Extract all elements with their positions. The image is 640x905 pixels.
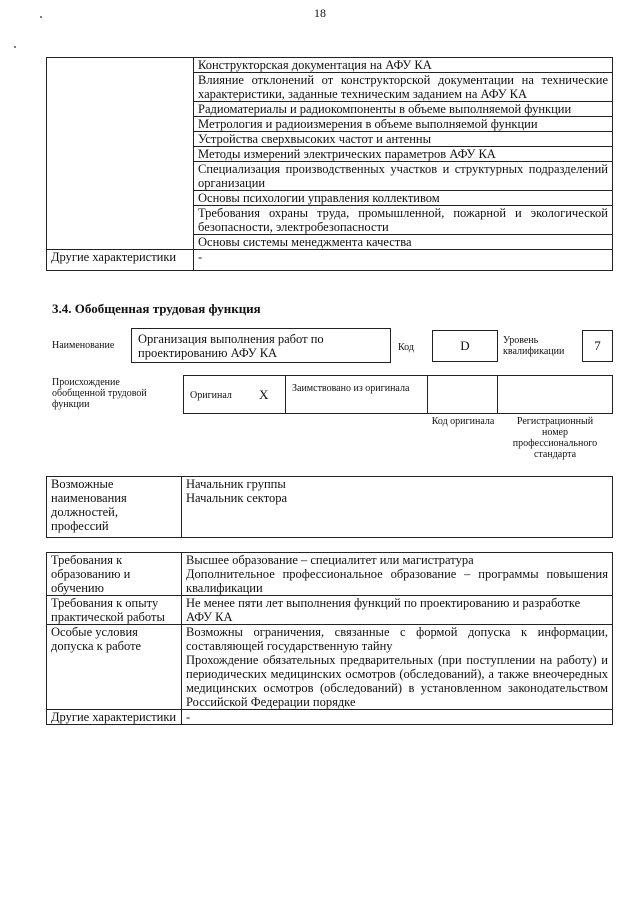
knowledge-row: Устройства сверхвысоких частот и антенны: [194, 132, 613, 147]
knowledge-row: Основы психологии управления коллективом: [194, 191, 613, 206]
knowledge-row: Метрология и радиоизмерения в объеме выполняемой функции: [194, 117, 613, 132]
req-line: Не менее пяти лет выполнения функций по проектированию и разработке АФУ КА: [186, 596, 581, 624]
other-characteristics-value: -: [194, 250, 613, 271]
level-value-box: 7: [582, 330, 613, 362]
positions-label: Возможные наименования должностей, профессий: [47, 477, 182, 538]
other-characteristics-label: Другие характеристики: [47, 250, 194, 271]
origin-divider: [285, 375, 286, 414]
position-item: Начальник сектора: [186, 491, 288, 505]
position-item: Начальник группы: [186, 477, 286, 491]
positions-table: [46, 476, 613, 538]
function-name-box: Организация выполнения работ по проектированию АФУ КА: [131, 328, 391, 363]
req-value-education: [182, 553, 613, 596]
req-value-other: [182, 710, 613, 725]
req-line: Прохождение обязательных предварительных (при поступлении на работу) и периодических медицинских осмотров (обследований), а также внеочередных медицинских осмотров (обследований) в установленном законодательством Российской Федерации порядке: [186, 653, 608, 709]
origin-divider: [497, 375, 498, 414]
req-value-experience: [182, 596, 613, 625]
req-label-admission: Особые условия допуска к работе: [47, 625, 182, 710]
original-label: Оригинал: [190, 390, 232, 401]
knowledge-row: Методы измерений электрических параметров АФУ КА: [194, 147, 613, 162]
knowledge-row: Специализация производственных участков и структурных подразделений организации: [194, 162, 613, 191]
knowledge-row: Влияние отклонений от конструкторской документации на технические характеристики, заданные техническим заданием на АФУ КА: [194, 73, 613, 102]
knowledge-table: [46, 57, 613, 271]
req-line: Дополнительное профессиональное образование – программы повышения квалификации: [186, 567, 608, 595]
name-label: Наименование: [52, 340, 115, 351]
knowledge-label-cell: [47, 58, 194, 250]
req-label-experience: Требования к опыту практической работы: [47, 596, 182, 625]
req-value-admission: [182, 625, 613, 710]
knowledge-row: Конструкторская документация на АФУ КА: [194, 58, 613, 73]
req-line: -: [186, 710, 191, 724]
level-label: Уровень квалификации: [503, 335, 565, 357]
page-number: 18: [314, 6, 326, 20]
requirements-table: [46, 552, 613, 725]
scan-speck: [40, 16, 42, 18]
origin-label: Происхождение обобщенной трудовой функции: [52, 377, 147, 410]
knowledge-row: Требования охраны труда, промышленной, пожарной и экологической безопасности, электробезопасности: [194, 206, 613, 235]
scan-speck: [14, 46, 16, 48]
req-label-other: Другие характеристики: [47, 710, 182, 725]
positions-values: [182, 477, 613, 538]
knowledge-row: Радиоматериалы и радиокомпоненты в объеме выполняемой функции: [194, 102, 613, 117]
code-value-box: D: [432, 330, 498, 362]
req-line: Возможны ограничения, связанные с формой допуска к информации, составляющей государственную тайну: [186, 625, 608, 653]
reg-number-caption: Регистрационный номер профессионального стандарта: [512, 416, 598, 460]
origin-divider: [427, 375, 428, 414]
knowledge-row: Основы системы менеджмента качества: [194, 235, 613, 250]
borrowed-label: Заимствовано из оригинала: [292, 383, 410, 394]
section-title: 3.4. Обобщенная трудовая функция: [52, 301, 261, 316]
original-code-caption: Код оригинала: [431, 416, 495, 427]
original-mark: X: [259, 387, 269, 402]
req-label-education: Требования к образованию и обучению: [47, 553, 182, 596]
code-label: Код: [398, 342, 414, 353]
req-line: Высшее образование – специалитет или магистратура: [186, 553, 474, 567]
origin-box: [183, 375, 613, 414]
